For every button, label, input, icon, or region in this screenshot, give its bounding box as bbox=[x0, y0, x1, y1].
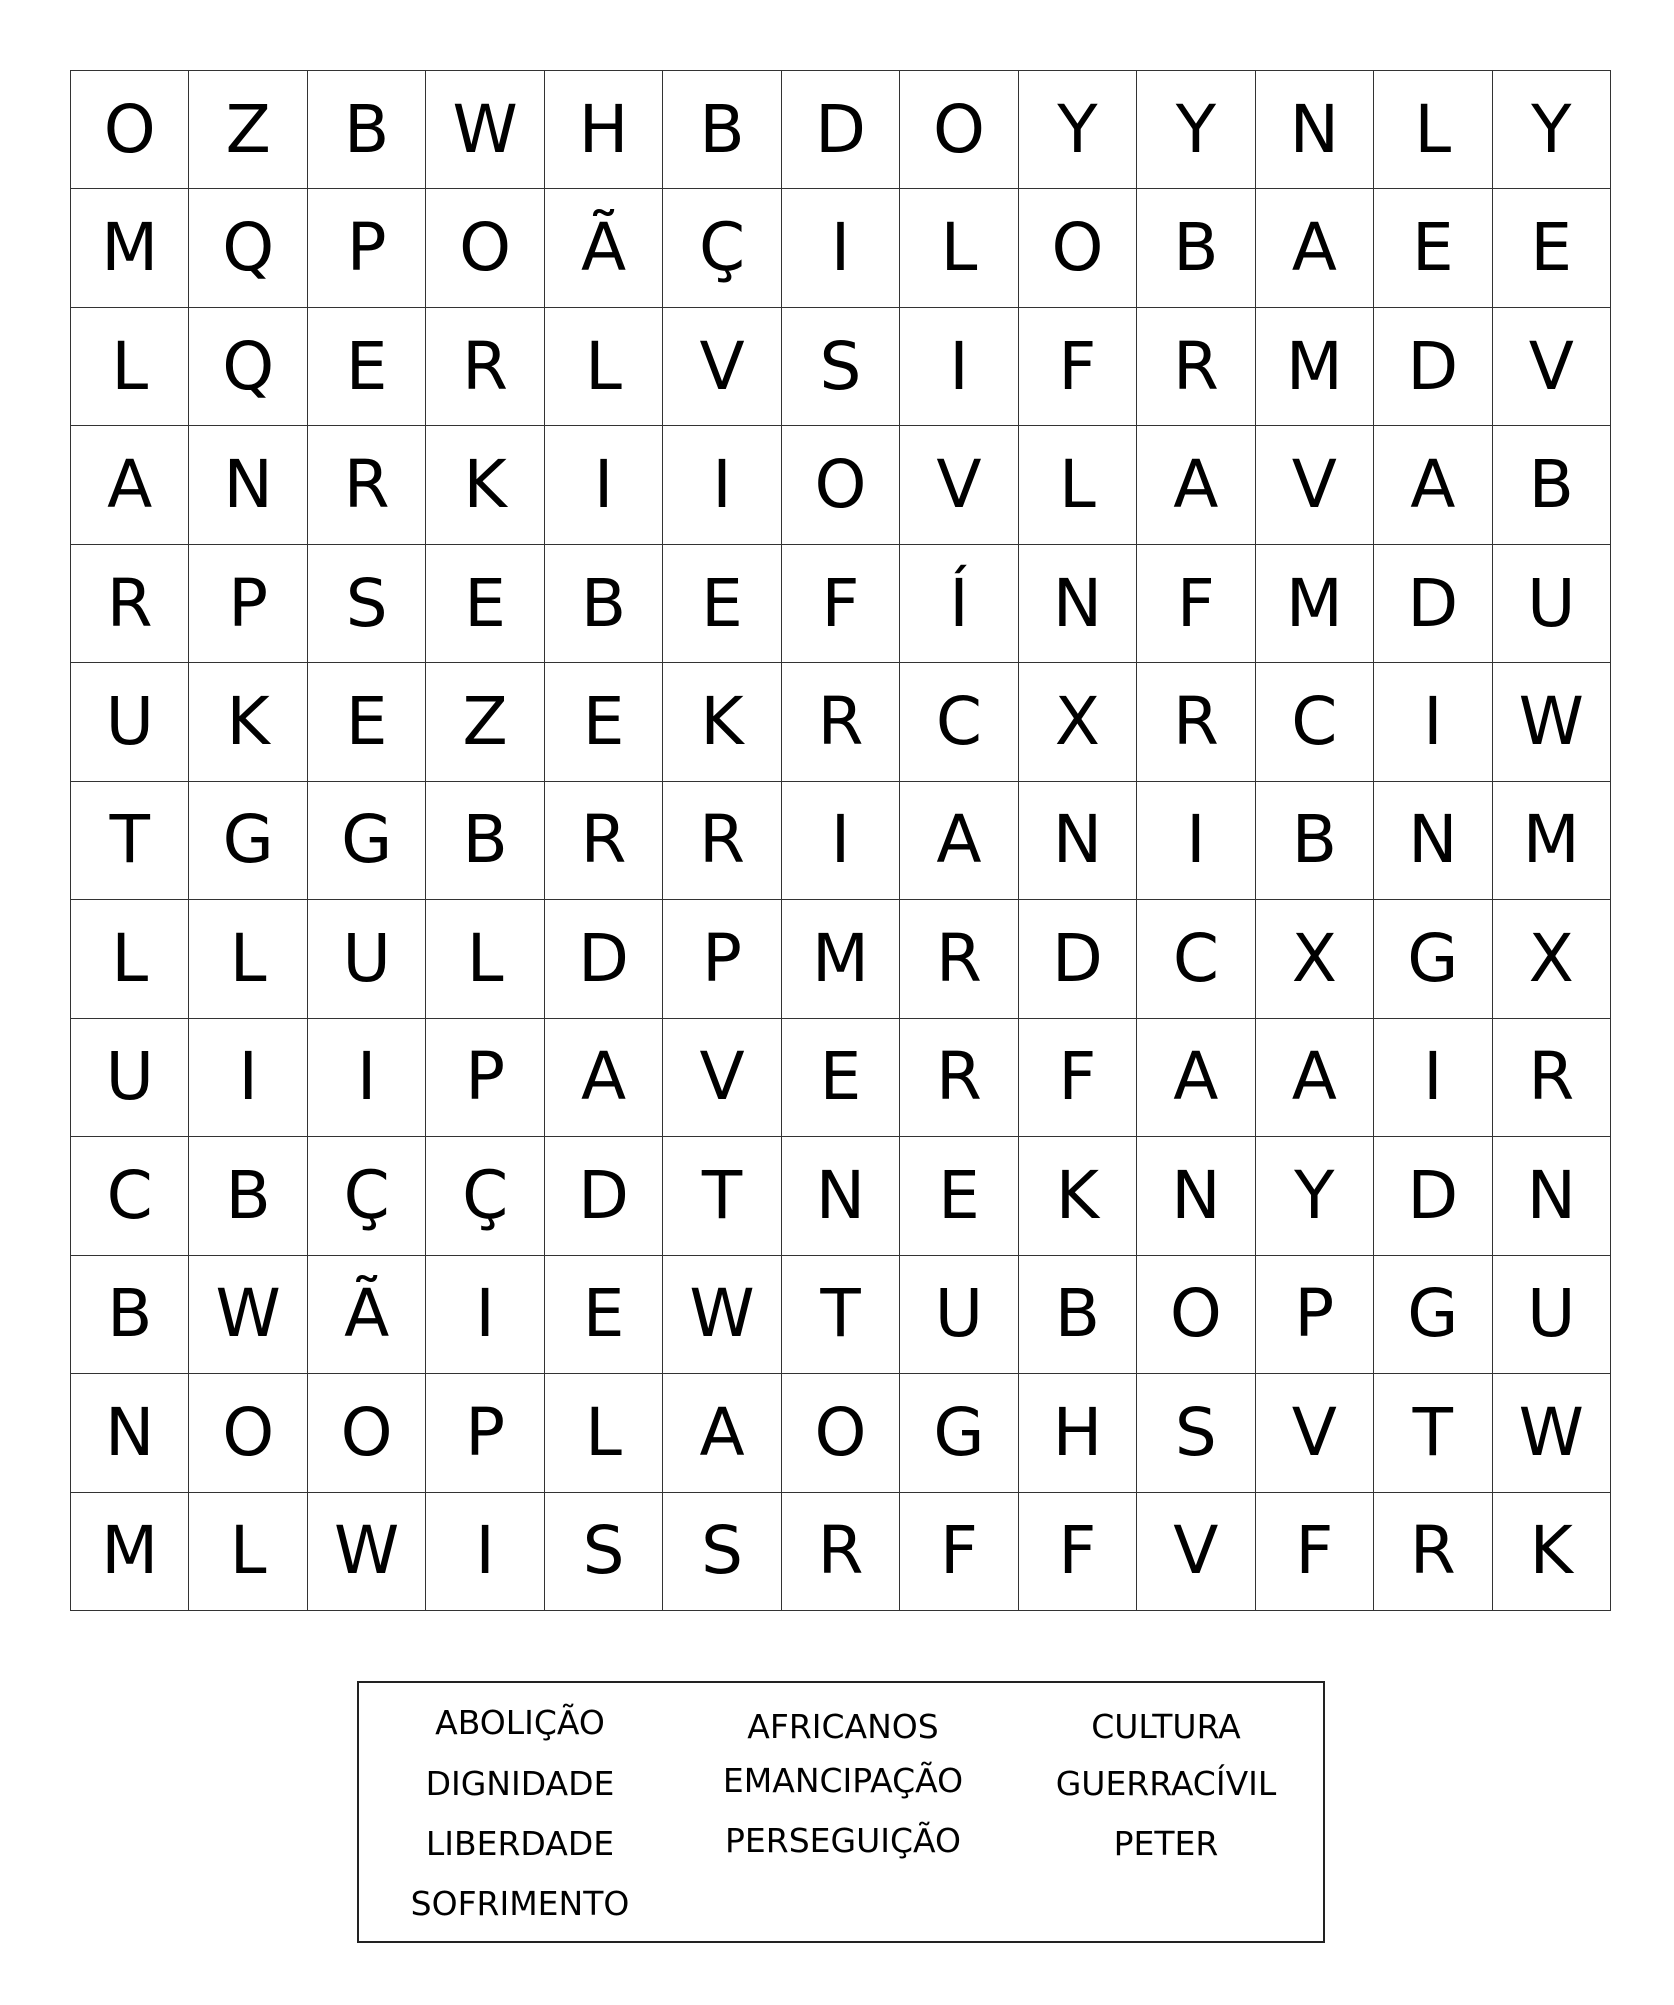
grid-cell[interactable]: P bbox=[308, 189, 426, 307]
grid-cell[interactable]: B bbox=[1256, 782, 1374, 900]
grid-cell[interactable]: W bbox=[663, 1256, 781, 1374]
grid-cell[interactable]: V bbox=[663, 1019, 781, 1137]
grid-cell[interactable]: C bbox=[1256, 663, 1374, 781]
grid-cell[interactable]: D bbox=[1374, 1137, 1492, 1255]
grid-cell[interactable]: Z bbox=[426, 663, 544, 781]
grid-cell[interactable]: B bbox=[1019, 1256, 1137, 1374]
grid-cell[interactable]: A bbox=[545, 1019, 663, 1137]
grid-cell[interactable]: U bbox=[1493, 545, 1611, 663]
grid-cell[interactable]: S bbox=[308, 545, 426, 663]
grid-cell[interactable]: Y bbox=[1256, 1137, 1374, 1255]
grid-cell[interactable]: R bbox=[545, 782, 663, 900]
grid-cell[interactable]: Í bbox=[900, 545, 1018, 663]
grid-cell[interactable]: E bbox=[782, 1019, 900, 1137]
grid-cell[interactable]: O bbox=[782, 426, 900, 544]
grid-cell[interactable]: V bbox=[900, 426, 1018, 544]
grid-cell[interactable]: S bbox=[1137, 1374, 1255, 1492]
grid-cell[interactable]: V bbox=[1493, 308, 1611, 426]
grid-cell[interactable]: E bbox=[545, 663, 663, 781]
grid-cell[interactable]: O bbox=[1019, 189, 1137, 307]
word-item: PETER bbox=[1113, 1824, 1219, 1863]
grid-cell[interactable]: N bbox=[782, 1137, 900, 1255]
grid-cell[interactable]: O bbox=[189, 1374, 307, 1492]
grid-cell[interactable]: E bbox=[1374, 189, 1492, 307]
grid-cell[interactable]: D bbox=[545, 900, 663, 1018]
grid-cell[interactable]: Ç bbox=[308, 1137, 426, 1255]
grid-cell[interactable]: S bbox=[782, 308, 900, 426]
grid-cell[interactable]: P bbox=[663, 900, 781, 1018]
grid-cell[interactable]: S bbox=[545, 1493, 663, 1611]
grid-cell[interactable]: L bbox=[189, 1493, 307, 1611]
grid-cell[interactable]: A bbox=[71, 426, 189, 544]
grid-cell[interactable]: M bbox=[782, 900, 900, 1018]
grid-cell[interactable]: F bbox=[1019, 1493, 1137, 1611]
grid-cell[interactable]: C bbox=[71, 1137, 189, 1255]
grid-cell[interactable]: P bbox=[189, 545, 307, 663]
grid-cell[interactable]: W bbox=[1493, 663, 1611, 781]
grid-cell[interactable]: D bbox=[1374, 545, 1492, 663]
grid-cell[interactable]: I bbox=[1374, 663, 1492, 781]
grid-cell[interactable]: U bbox=[71, 1019, 189, 1137]
grid-cell[interactable]: A bbox=[1374, 426, 1492, 544]
grid-cell[interactable]: R bbox=[1493, 1019, 1611, 1137]
grid-cell[interactable]: F bbox=[1137, 545, 1255, 663]
grid-cell[interactable]: P bbox=[1256, 1256, 1374, 1374]
grid-cell[interactable]: K bbox=[426, 426, 544, 544]
grid-cell[interactable]: O bbox=[426, 189, 544, 307]
grid-cell[interactable]: A bbox=[900, 782, 1018, 900]
grid-cell[interactable]: D bbox=[1374, 308, 1492, 426]
grid-cell[interactable]: G bbox=[900, 1374, 1018, 1492]
grid-cell[interactable]: V bbox=[1137, 1493, 1255, 1611]
grid-cell[interactable]: L bbox=[900, 189, 1018, 307]
grid-cell[interactable]: U bbox=[71, 663, 189, 781]
grid-cell[interactable]: Ã bbox=[545, 189, 663, 307]
grid-cell[interactable]: B bbox=[189, 1137, 307, 1255]
grid-cell[interactable]: Ç bbox=[426, 1137, 544, 1255]
grid-cell[interactable]: L bbox=[1019, 426, 1137, 544]
grid-cell[interactable]: O bbox=[782, 1374, 900, 1492]
grid-cell[interactable]: N bbox=[1019, 782, 1137, 900]
word-item: GUERRACÍVIL bbox=[1055, 1764, 1277, 1803]
letter-grid bbox=[70, 70, 1611, 1611]
grid-cell[interactable]: B bbox=[426, 782, 544, 900]
grid-cell[interactable]: Y bbox=[1137, 71, 1255, 189]
grid-cell[interactable]: N bbox=[1493, 1137, 1611, 1255]
grid-cell[interactable]: I bbox=[426, 1256, 544, 1374]
word-item: AFRICANOS bbox=[747, 1707, 939, 1746]
grid-cell[interactable]: A bbox=[1256, 189, 1374, 307]
grid-cell[interactable]: I bbox=[189, 1019, 307, 1137]
word-item: SOFRIMENTO bbox=[410, 1884, 630, 1923]
grid-cell[interactable]: L bbox=[71, 308, 189, 426]
grid-cell[interactable]: R bbox=[900, 900, 1018, 1018]
grid-cell[interactable]: K bbox=[1019, 1137, 1137, 1255]
grid-cell[interactable]: E bbox=[308, 308, 426, 426]
grid-cell[interactable]: R bbox=[663, 782, 781, 900]
grid-cell[interactable]: F bbox=[782, 545, 900, 663]
grid-cell[interactable]: D bbox=[782, 71, 900, 189]
grid-cell[interactable]: Ã bbox=[308, 1256, 426, 1374]
grid-cell[interactable]: F bbox=[900, 1493, 1018, 1611]
grid-cell[interactable]: B bbox=[663, 71, 781, 189]
grid-cell[interactable]: I bbox=[1374, 1019, 1492, 1137]
grid-cell[interactable]: F bbox=[1019, 308, 1137, 426]
grid-cell[interactable]: D bbox=[1019, 900, 1137, 1018]
grid-cell[interactable]: B bbox=[71, 1256, 189, 1374]
grid-cell[interactable]: H bbox=[1019, 1374, 1137, 1492]
grid-cell[interactable]: O bbox=[308, 1374, 426, 1492]
grid-cell[interactable]: E bbox=[308, 663, 426, 781]
grid-cell[interactable]: I bbox=[426, 1493, 544, 1611]
grid-cell[interactable]: X bbox=[1019, 663, 1137, 781]
grid-cell[interactable]: U bbox=[308, 900, 426, 1018]
grid-cell[interactable]: C bbox=[900, 663, 1018, 781]
word-item: LIBERDADE bbox=[425, 1824, 615, 1863]
grid-cell[interactable]: R bbox=[782, 1493, 900, 1611]
grid-cell[interactable]: T bbox=[71, 782, 189, 900]
grid-cell[interactable]: T bbox=[663, 1137, 781, 1255]
grid-cell[interactable]: L bbox=[71, 900, 189, 1018]
grid-cell[interactable]: R bbox=[782, 663, 900, 781]
grid-cell[interactable]: F bbox=[1256, 1493, 1374, 1611]
word-list bbox=[357, 1681, 1325, 1943]
grid-cell[interactable]: Ç bbox=[663, 189, 781, 307]
grid-cell[interactable]: G bbox=[308, 782, 426, 900]
grid-cell[interactable]: X bbox=[1256, 900, 1374, 1018]
word-item: PERSEGUIÇÃO bbox=[725, 1821, 961, 1860]
grid-cell[interactable]: E bbox=[900, 1137, 1018, 1255]
grid-cell[interactable]: K bbox=[663, 663, 781, 781]
grid-cell[interactable]: V bbox=[1256, 1374, 1374, 1492]
grid-cell[interactable]: O bbox=[900, 71, 1018, 189]
grid-cell[interactable]: I bbox=[545, 426, 663, 544]
grid-cell[interactable]: A bbox=[1256, 1019, 1374, 1137]
grid-cell[interactable]: E bbox=[663, 545, 781, 663]
grid-cell[interactable]: R bbox=[308, 426, 426, 544]
grid-cell[interactable]: U bbox=[900, 1256, 1018, 1374]
grid-cell[interactable]: R bbox=[1137, 663, 1255, 781]
grid-cell[interactable]: M bbox=[71, 189, 189, 307]
grid-cell[interactable]: Y bbox=[1019, 71, 1137, 189]
grid-cell[interactable]: L bbox=[426, 900, 544, 1018]
grid-cell[interactable]: R bbox=[900, 1019, 1018, 1137]
grid-cell[interactable]: B bbox=[1137, 189, 1255, 307]
grid-cell[interactable]: I bbox=[782, 189, 900, 307]
grid-cell[interactable]: S bbox=[663, 1493, 781, 1611]
grid-cell[interactable]: N bbox=[71, 1374, 189, 1492]
word-item: CULTURA bbox=[1091, 1707, 1241, 1746]
grid-cell[interactable]: R bbox=[1374, 1493, 1492, 1611]
grid-cell[interactable]: R bbox=[426, 308, 544, 426]
grid-cell[interactable]: R bbox=[71, 545, 189, 663]
grid-cell[interactable]: P bbox=[426, 1019, 544, 1137]
grid-cell[interactable]: M bbox=[1256, 308, 1374, 426]
grid-cell[interactable]: W bbox=[426, 71, 544, 189]
grid-cell[interactable]: L bbox=[545, 1374, 663, 1492]
grid-cell[interactable]: L bbox=[545, 308, 663, 426]
grid-cell[interactable]: O bbox=[71, 71, 189, 189]
grid-cell[interactable]: W bbox=[308, 1493, 426, 1611]
grid-cell[interactable]: E bbox=[1493, 189, 1611, 307]
grid-cell[interactable]: L bbox=[189, 900, 307, 1018]
grid-cell[interactable]: V bbox=[1256, 426, 1374, 544]
grid-cell[interactable]: N bbox=[1137, 1137, 1255, 1255]
grid-cell[interactable]: I bbox=[900, 308, 1018, 426]
grid-cell[interactable]: N bbox=[1256, 71, 1374, 189]
grid-cell[interactable]: B bbox=[308, 71, 426, 189]
grid-cell[interactable]: G bbox=[1374, 1256, 1492, 1374]
grid-cell[interactable]: T bbox=[782, 1256, 900, 1374]
grid-cell[interactable]: Z bbox=[189, 71, 307, 189]
grid-cell[interactable]: W bbox=[189, 1256, 307, 1374]
grid-cell[interactable]: L bbox=[1374, 71, 1492, 189]
grid-cell[interactable]: I bbox=[663, 426, 781, 544]
grid-cell[interactable]: N bbox=[189, 426, 307, 544]
grid-cell[interactable]: I bbox=[308, 1019, 426, 1137]
grid-cell[interactable]: D bbox=[545, 1137, 663, 1255]
grid-cell[interactable]: P bbox=[426, 1374, 544, 1492]
grid-cell[interactable]: G bbox=[189, 782, 307, 900]
grid-cell[interactable]: Y bbox=[1493, 71, 1611, 189]
grid-cell[interactable]: W bbox=[1493, 1374, 1611, 1492]
grid-cell[interactable]: M bbox=[1256, 545, 1374, 663]
grid-cell[interactable]: A bbox=[1137, 426, 1255, 544]
word-item: EMANCIPAÇÃO bbox=[722, 1761, 964, 1800]
grid-cell[interactable]: H bbox=[545, 71, 663, 189]
grid-cell[interactable]: T bbox=[1374, 1374, 1492, 1492]
grid-cell[interactable]: V bbox=[663, 308, 781, 426]
grid-cell[interactable]: A bbox=[1137, 1019, 1255, 1137]
grid-cell[interactable]: K bbox=[1493, 1493, 1611, 1611]
word-item: DIGNIDADE bbox=[425, 1764, 615, 1803]
grid-cell[interactable]: G bbox=[1374, 900, 1492, 1018]
grid-cell[interactable]: A bbox=[663, 1374, 781, 1492]
grid-cell[interactable]: U bbox=[1493, 1256, 1611, 1374]
grid-cell[interactable]: M bbox=[1493, 782, 1611, 900]
grid-cell[interactable]: C bbox=[1137, 900, 1255, 1018]
grid-cell[interactable]: E bbox=[426, 545, 544, 663]
grid-cell[interactable]: N bbox=[1374, 782, 1492, 900]
grid-cell[interactable]: F bbox=[1019, 1019, 1137, 1137]
grid-cell[interactable]: O bbox=[1137, 1256, 1255, 1374]
grid-cell[interactable]: B bbox=[545, 545, 663, 663]
grid-cell[interactable]: Q bbox=[189, 189, 307, 307]
word-item: ABOLIÇÃO bbox=[435, 1703, 605, 1742]
grid-cell[interactable]: I bbox=[782, 782, 900, 900]
grid-cell[interactable]: X bbox=[1493, 900, 1611, 1018]
grid-cell[interactable]: E bbox=[545, 1256, 663, 1374]
grid-cell[interactable]: K bbox=[189, 663, 307, 781]
grid-cell[interactable]: M bbox=[71, 1493, 189, 1611]
grid-cell[interactable]: Q bbox=[189, 308, 307, 426]
grid-cell[interactable]: R bbox=[1137, 308, 1255, 426]
grid-cell[interactable]: N bbox=[1019, 545, 1137, 663]
grid-cell[interactable]: B bbox=[1493, 426, 1611, 544]
grid-cell[interactable]: I bbox=[1137, 782, 1255, 900]
